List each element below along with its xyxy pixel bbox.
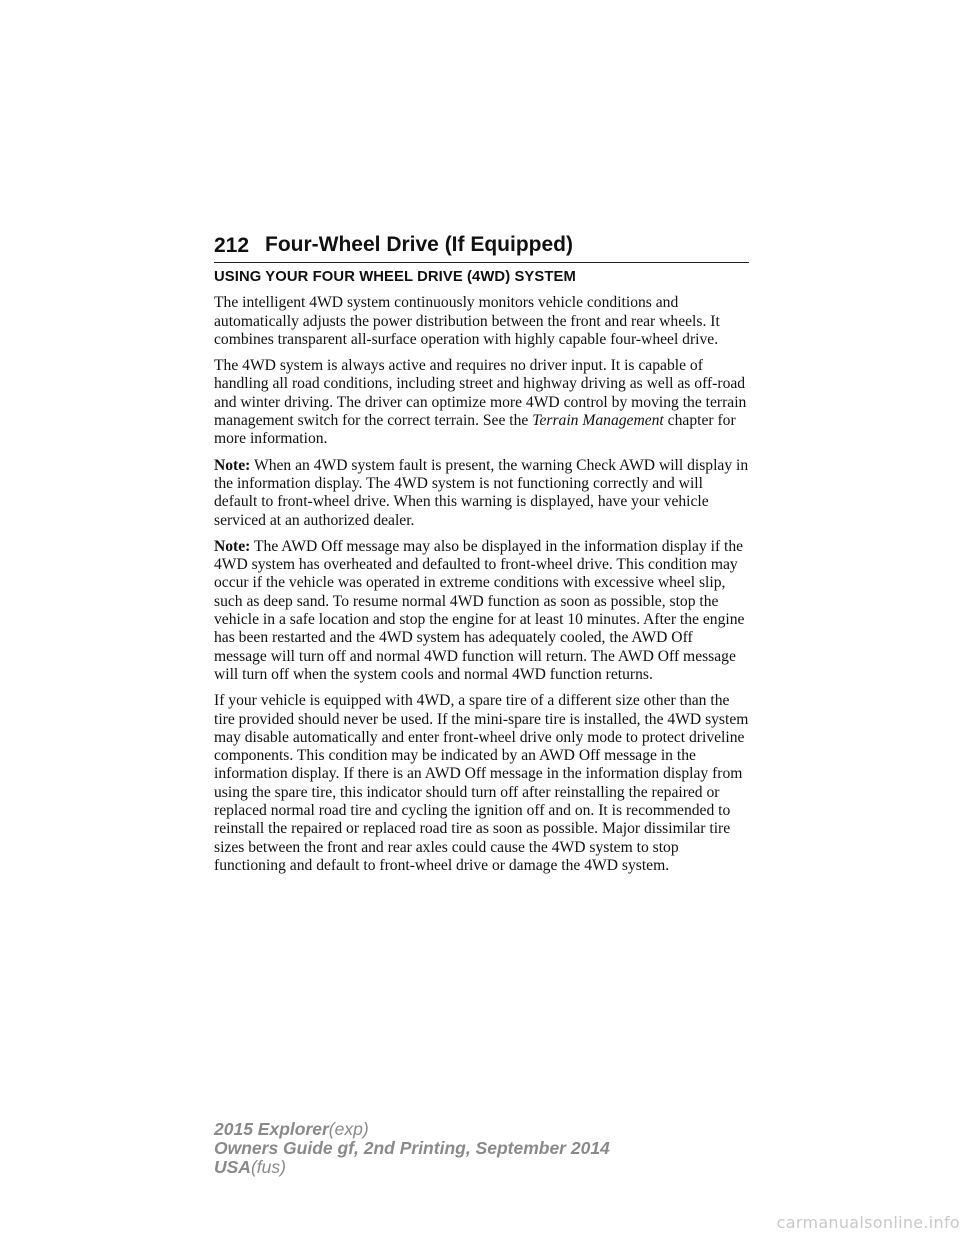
page-header: [214, 232, 749, 263]
note-overheat: [214, 538, 749, 684]
footer-line-3: [214, 1158, 610, 1177]
note-text: The AWD Off message may also be displayed in the information display if the 4WD system has overheated and defaulted to front-wheel drive. This condition may occur if the vehicle was operated in extreme conditions with excessive wheel slip, such as deep sand. To resume normal 4WD function as soon as possible, stop the vehicle in a safe location and stop the engine for at least 10 minutes. After the engine has been restarted and the 4WD system has adequately cooled, the AWD Off message will turn off and normal 4WD function will return. The AWD Off message will turn off when the system cools and normal 4WD function returns.: [214, 537, 745, 683]
paragraph-always-active: [214, 357, 749, 448]
document-footer: [214, 1120, 610, 1177]
footer-model: 2015 Explorer: [214, 1119, 329, 1139]
terrain-management-reference: Terrain Management: [532, 412, 664, 430]
note-label: Note:: [214, 537, 251, 555]
paragraph-spare-tire: If your vehicle is equipped with 4WD, a spare tire of a different size other than the tire provided should never be used. If the mini-spare tire is installed, the 4WD system may disable automatically and enter front-wheel drive only mode to protect driveline components. This condition may be indicated by an AWD Off message in the information display. If there is an AWD Off message in the information display from using the spare tire, this indicator should turn off after reinstalling the repaired or replaced normal road tire and cycling the ignition off and on. It is recommended to reinstall the repaired or replaced road tire as soon as possible. Major dissimilar tire sizes between the front and rear axles could cause the 4WD system to stop functioning and default to front-wheel drive or damage the 4WD system.: [214, 692, 749, 874]
page-number: 212: [214, 234, 250, 257]
note-label: Note:: [214, 456, 251, 474]
paragraph-intro: The intelligent 4WD system continuously monitors vehicle conditions and automatically adjusts the power distribution between the front and rear wheels. It combines transparent all-surface operation with highly capable four-wheel drive.: [214, 294, 720, 348]
section-heading: USING YOUR FOUR WHEEL DRIVE (4WD) SYSTEM: [214, 269, 576, 285]
footer-line-2: Owners Guide gf, 2nd Printing, September 2014: [214, 1138, 610, 1158]
paragraph-text: chapter for more information.: [214, 412, 736, 448]
page-content: [214, 268, 749, 883]
note-text: When an 4WD system fault is present, the warning Check AWD will display in the information display. The 4WD system is not functioning correctly and will default to front-wheel drive. When this warning is displayed, have your vehicle serviced at an authorized dealer.: [214, 456, 749, 529]
footer-model-code: (exp): [328, 1119, 369, 1139]
footer-line-1: [214, 1120, 610, 1139]
chapter-title: Four-Wheel Drive (If Equipped): [265, 233, 573, 256]
paragraph-text: The 4WD system is always active and requires no driver input. It is capable of handling all road conditions, including street and highway driving as well as off-road and winter driving. The driver can optimize more 4WD control by moving the terrain management switch for the correct terrain. See the: [214, 357, 747, 430]
site-watermark: carmanualsonline.info: [776, 1213, 960, 1232]
footer-market: USA: [214, 1157, 251, 1177]
footer-market-code: (fus): [250, 1157, 286, 1177]
note-fault: [214, 457, 749, 530]
